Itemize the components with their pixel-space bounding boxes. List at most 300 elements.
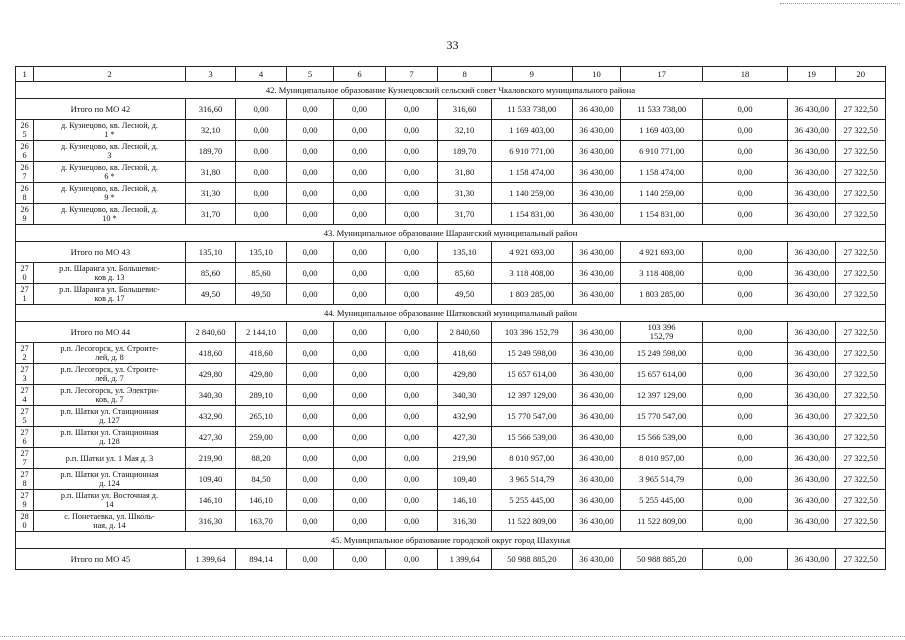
value-cell: 36 430,00 [787, 406, 836, 427]
value-cell: 0,00 [286, 141, 333, 162]
value-cell: 36 430,00 [572, 427, 621, 448]
table-row [16, 120, 886, 141]
table-row [16, 343, 886, 364]
value-cell: 0,00 [334, 162, 386, 183]
row-index-cell: 26 5 [16, 120, 34, 141]
value-cell: 0,00 [286, 183, 333, 204]
value-cell: 36 430,00 [572, 511, 621, 532]
row-index-cell: 27 3 [16, 364, 34, 385]
value-cell: 36 430,00 [572, 385, 621, 406]
value-cell: 11 522 809,00 [491, 511, 572, 532]
value-cell: 0,00 [334, 448, 386, 469]
total-value-cell: 2 840,60 [185, 322, 236, 343]
value-cell: 36 430,00 [787, 263, 836, 284]
value-cell: 27 322,50 [836, 385, 886, 406]
value-cell: 3 118 408,00 [621, 263, 703, 284]
value-cell: 27 322,50 [836, 511, 886, 532]
value-cell: 6 910 771,00 [491, 141, 572, 162]
value-cell: 6 910 771,00 [621, 141, 703, 162]
value-cell: 1 158 474,00 [621, 162, 703, 183]
value-cell: 15 566 539,00 [491, 427, 572, 448]
value-cell: 429,80 [438, 364, 492, 385]
total-value-cell: 50 988 885,20 [491, 549, 572, 570]
column-number-cell: 17 [621, 67, 703, 82]
address-cell: р.п. Шаранга ул. Большевис- ков д. 13 [34, 263, 186, 284]
value-cell: 36 430,00 [787, 162, 836, 183]
total-value-cell: 36 430,00 [787, 242, 836, 263]
total-value-cell: 0,00 [385, 549, 438, 570]
total-value-cell: 894,14 [236, 549, 287, 570]
value-cell: 27 322,50 [836, 284, 886, 305]
value-cell: 0,00 [236, 204, 287, 225]
value-cell: 36 430,00 [787, 284, 836, 305]
total-value-cell: 11 533 738,00 [491, 99, 572, 120]
address-cell: д. Кузнецово, кв. Лесной, д. 9 * [34, 183, 186, 204]
value-cell: 27 322,50 [836, 141, 886, 162]
value-cell: 0,00 [286, 511, 333, 532]
value-cell: 0,00 [703, 183, 788, 204]
value-cell: 5 255 445,00 [621, 490, 703, 511]
value-cell: 36 430,00 [787, 469, 836, 490]
value-cell: 27 322,50 [836, 364, 886, 385]
total-value-cell: 36 430,00 [787, 322, 836, 343]
column-number-row [16, 67, 886, 82]
address-cell: д. Кузнецово, кв. Лесной, д. 3 [34, 141, 186, 162]
value-cell: 8 010 957,00 [621, 448, 703, 469]
value-cell: 219,90 [438, 448, 492, 469]
value-cell: 0,00 [385, 490, 438, 511]
value-cell: 0,00 [703, 284, 788, 305]
value-cell: 0,00 [286, 343, 333, 364]
value-cell: 432,90 [438, 406, 492, 427]
value-cell: 0,00 [385, 204, 438, 225]
value-cell: 15 770 547,00 [491, 406, 572, 427]
total-value-cell: 316,60 [185, 99, 236, 120]
value-cell: 36 430,00 [572, 364, 621, 385]
value-cell: 85,60 [236, 263, 287, 284]
value-cell: 5 255 445,00 [491, 490, 572, 511]
value-cell: 49,50 [438, 284, 492, 305]
row-index-cell: 27 4 [16, 385, 34, 406]
scan-artifact-bottom [0, 636, 905, 637]
value-cell: 0,00 [334, 469, 386, 490]
value-cell: 418,60 [236, 343, 287, 364]
value-cell: 36 430,00 [787, 183, 836, 204]
value-cell: 27 322,50 [836, 469, 886, 490]
value-cell: 27 322,50 [836, 427, 886, 448]
address-cell: р.п. Шатки ул. 1 Мая д. 3 [34, 448, 186, 469]
table-row [16, 385, 886, 406]
value-cell: 0,00 [286, 490, 333, 511]
total-value-cell: 2 840,60 [438, 322, 492, 343]
total-value-cell: 0,00 [385, 242, 438, 263]
value-cell: 0,00 [703, 364, 788, 385]
total-value-cell: 27 322,50 [836, 99, 886, 120]
value-cell: 36 430,00 [572, 141, 621, 162]
value-cell: 0,00 [385, 284, 438, 305]
total-value-cell: 0,00 [286, 322, 333, 343]
total-value-cell: 27 322,50 [836, 549, 886, 570]
value-cell: 1 140 259,00 [491, 183, 572, 204]
value-cell: 36 430,00 [572, 120, 621, 141]
value-cell: 27 322,50 [836, 204, 886, 225]
table-row [16, 406, 886, 427]
value-cell: 0,00 [286, 469, 333, 490]
value-cell: 1 140 259,00 [621, 183, 703, 204]
row-index-cell: 26 6 [16, 141, 34, 162]
total-label: Итого по МО 42 [16, 99, 186, 120]
value-cell: 189,70 [185, 141, 236, 162]
value-cell: 1 803 285,00 [491, 284, 572, 305]
total-value-cell: 4 921 693,00 [621, 242, 703, 263]
value-cell: 0,00 [334, 263, 386, 284]
column-number-cell: 8 [438, 67, 492, 82]
row-index-cell: 26 7 [16, 162, 34, 183]
value-cell: 1 158 474,00 [491, 162, 572, 183]
value-cell: 36 430,00 [572, 406, 621, 427]
value-cell: 3 118 408,00 [491, 263, 572, 284]
value-cell: 259,00 [236, 427, 287, 448]
total-row [16, 242, 886, 263]
value-cell: 316,30 [438, 511, 492, 532]
value-cell: 27 322,50 [836, 490, 886, 511]
value-cell: 0,00 [286, 162, 333, 183]
value-cell: 0,00 [385, 263, 438, 284]
value-cell: 36 430,00 [787, 141, 836, 162]
total-value-cell: 36 430,00 [572, 322, 621, 343]
value-cell: 0,00 [703, 427, 788, 448]
value-cell: 36 430,00 [572, 204, 621, 225]
total-value-cell: 0,00 [703, 242, 788, 263]
value-cell: 15 657 614,00 [621, 364, 703, 385]
section-heading: 45. Муниципальное образование городской округ город Шахунья [16, 532, 886, 549]
total-row [16, 99, 886, 120]
total-value-cell: 36 430,00 [572, 99, 621, 120]
value-cell: 12 397 129,00 [621, 385, 703, 406]
value-cell: 49,50 [236, 284, 287, 305]
total-value-cell: 36 430,00 [787, 99, 836, 120]
value-cell: 0,00 [286, 448, 333, 469]
value-cell: 0,00 [385, 120, 438, 141]
value-cell: 0,00 [286, 284, 333, 305]
value-cell: 316,30 [185, 511, 236, 532]
value-cell: 36 430,00 [572, 162, 621, 183]
address-cell: р.п. Лесогорск, ул. Электри- ков, д. 7 [34, 385, 186, 406]
total-value-cell: 135,10 [185, 242, 236, 263]
row-index-cell: 27 9 [16, 490, 34, 511]
value-cell: 0,00 [703, 263, 788, 284]
address-cell: р.п. Шатки ул. Восточная д. 14 [34, 490, 186, 511]
value-cell: 0,00 [334, 183, 386, 204]
value-cell: 31,30 [438, 183, 492, 204]
row-index-cell: 27 8 [16, 469, 34, 490]
housing-fund-table [15, 66, 886, 570]
value-cell: 109,40 [185, 469, 236, 490]
value-cell: 27 322,50 [836, 263, 886, 284]
value-cell: 0,00 [334, 343, 386, 364]
row-index-cell: 27 5 [16, 406, 34, 427]
total-value-cell: 103 396 152,79 [491, 322, 572, 343]
value-cell: 0,00 [286, 427, 333, 448]
value-cell: 85,60 [185, 263, 236, 284]
row-index-cell: 27 2 [16, 343, 34, 364]
section-heading-row [16, 532, 886, 549]
value-cell: 340,30 [185, 385, 236, 406]
value-cell: 340,30 [438, 385, 492, 406]
value-cell: 163,70 [236, 511, 287, 532]
value-cell: 0,00 [385, 406, 438, 427]
value-cell: 0,00 [334, 204, 386, 225]
value-cell: 0,00 [236, 162, 287, 183]
table-row [16, 511, 886, 532]
value-cell: 36 430,00 [572, 469, 621, 490]
value-cell: 0,00 [703, 343, 788, 364]
column-number-cell: 6 [334, 67, 386, 82]
value-cell: 36 430,00 [572, 490, 621, 511]
value-cell: 0,00 [334, 385, 386, 406]
value-cell: 0,00 [236, 120, 287, 141]
address-cell: д. Кузнецово, кв. Лесной, д. 1 * [34, 120, 186, 141]
value-cell: 0,00 [286, 204, 333, 225]
table-row [16, 263, 886, 284]
column-number-cell: 20 [836, 67, 886, 82]
value-cell: 36 430,00 [787, 448, 836, 469]
value-cell: 0,00 [703, 511, 788, 532]
value-cell: 1 154 831,00 [621, 204, 703, 225]
value-cell: 85,60 [438, 263, 492, 284]
value-cell: 36 430,00 [787, 120, 836, 141]
total-value-cell: 0,00 [236, 99, 287, 120]
value-cell: 32,10 [185, 120, 236, 141]
value-cell: 49,50 [185, 284, 236, 305]
value-cell: 32,10 [438, 120, 492, 141]
total-value-cell: 27 322,50 [836, 322, 886, 343]
total-label: Итого по МО 43 [16, 242, 186, 263]
section-heading-row [16, 82, 886, 99]
total-value-cell: 0,00 [385, 322, 438, 343]
column-number-cell: 7 [385, 67, 438, 82]
value-cell: 27 322,50 [836, 448, 886, 469]
value-cell: 31,80 [185, 162, 236, 183]
table-row [16, 204, 886, 225]
table-row [16, 469, 886, 490]
column-number-cell: 2 [34, 67, 186, 82]
total-value-cell: 36 430,00 [572, 242, 621, 263]
value-cell: 427,30 [438, 427, 492, 448]
total-value-cell: 2 144,10 [236, 322, 287, 343]
row-index-cell: 27 0 [16, 263, 34, 284]
value-cell: 146,10 [438, 490, 492, 511]
value-cell: 27 322,50 [836, 120, 886, 141]
value-cell: 15 566 539,00 [621, 427, 703, 448]
value-cell: 36 430,00 [787, 385, 836, 406]
value-cell: 36 430,00 [787, 490, 836, 511]
total-value-cell: 0,00 [703, 322, 788, 343]
value-cell: 36 430,00 [572, 183, 621, 204]
value-cell: 0,00 [334, 427, 386, 448]
value-cell: 0,00 [385, 343, 438, 364]
value-cell: 88,20 [236, 448, 287, 469]
value-cell: 427,30 [185, 427, 236, 448]
value-cell: 1 154 831,00 [491, 204, 572, 225]
value-cell: 12 397 129,00 [491, 385, 572, 406]
value-cell: 0,00 [286, 120, 333, 141]
value-cell: 84,50 [236, 469, 287, 490]
value-cell: 36 430,00 [787, 427, 836, 448]
value-cell: 0,00 [703, 448, 788, 469]
total-value-cell: 11 533 738,00 [621, 99, 703, 120]
address-cell: р.п. Лесогорск, ул. Строите- лей, д. 8 [34, 343, 186, 364]
value-cell: 27 322,50 [836, 406, 886, 427]
value-cell: 0,00 [286, 406, 333, 427]
total-value-cell: 27 322,50 [836, 242, 886, 263]
total-label: Итого по МО 44 [16, 322, 186, 343]
address-cell: р.п. Лесогорск, ул. Строите- лей, д. 7 [34, 364, 186, 385]
value-cell: 265,10 [236, 406, 287, 427]
total-value-cell: 0,00 [334, 322, 386, 343]
row-index-cell: 27 1 [16, 284, 34, 305]
value-cell: 146,10 [185, 490, 236, 511]
value-cell: 36 430,00 [572, 284, 621, 305]
value-cell: 429,80 [185, 364, 236, 385]
total-value-cell: 1 399,64 [438, 549, 492, 570]
value-cell: 0,00 [385, 162, 438, 183]
value-cell: 31,30 [185, 183, 236, 204]
section-heading: 42. Муниципальное образование Кузнецовский сельский совет Чкаловского муниципального района [16, 82, 886, 99]
value-cell: 27 322,50 [836, 183, 886, 204]
total-value-cell: 316,60 [438, 99, 492, 120]
value-cell: 36 430,00 [572, 448, 621, 469]
value-cell: 36 430,00 [787, 511, 836, 532]
value-cell: 3 965 514,79 [621, 469, 703, 490]
value-cell: 0,00 [236, 183, 287, 204]
total-label: Итого по МО 45 [16, 549, 186, 570]
value-cell: 0,00 [385, 385, 438, 406]
column-number-cell: 19 [787, 67, 836, 82]
value-cell: 15 770 547,00 [621, 406, 703, 427]
value-cell: 0,00 [385, 183, 438, 204]
section-heading: 44. Муниципальное образование Шатковский муниципальный район [16, 305, 886, 322]
table-row [16, 490, 886, 511]
value-cell: 36 430,00 [787, 343, 836, 364]
value-cell: 15 249 598,00 [621, 343, 703, 364]
value-cell: 0,00 [334, 141, 386, 162]
total-value-cell: 0,00 [286, 549, 333, 570]
total-value-cell: 50 988 885,20 [621, 549, 703, 570]
value-cell: 0,00 [703, 204, 788, 225]
value-cell: 15 657 614,00 [491, 364, 572, 385]
value-cell: 36 430,00 [787, 204, 836, 225]
value-cell: 418,60 [185, 343, 236, 364]
value-cell: 11 522 809,00 [621, 511, 703, 532]
column-number-cell: 1 [16, 67, 34, 82]
value-cell: 0,00 [334, 120, 386, 141]
value-cell: 0,00 [334, 364, 386, 385]
table-row [16, 141, 886, 162]
value-cell: 1 803 285,00 [621, 284, 703, 305]
total-value-cell: 0,00 [334, 242, 386, 263]
total-value-cell: 36 430,00 [572, 549, 621, 570]
value-cell: 31,70 [438, 204, 492, 225]
value-cell: 36 430,00 [572, 343, 621, 364]
scan-artifact-top [780, 3, 900, 4]
value-cell: 429,80 [236, 364, 287, 385]
value-cell: 0,00 [334, 511, 386, 532]
table-row [16, 162, 886, 183]
total-value-cell: 36 430,00 [787, 549, 836, 570]
value-cell: 0,00 [385, 469, 438, 490]
value-cell: 0,00 [334, 490, 386, 511]
column-number-cell: 10 [572, 67, 621, 82]
address-cell: р.п. Шатки ул. Станционная д. 127 [34, 406, 186, 427]
row-index-cell: 27 6 [16, 427, 34, 448]
value-cell: 0,00 [236, 141, 287, 162]
address-cell: д. Кузнецово, кв. Лесной, д. 6 * [34, 162, 186, 183]
total-value-cell: 0,00 [703, 549, 788, 570]
total-value-cell: 0,00 [385, 99, 438, 120]
value-cell: 0,00 [703, 162, 788, 183]
value-cell: 109,40 [438, 469, 492, 490]
row-index-cell: 27 7 [16, 448, 34, 469]
value-cell: 27 322,50 [836, 162, 886, 183]
table-row [16, 284, 886, 305]
row-index-cell: 26 9 [16, 204, 34, 225]
value-cell: 146,10 [236, 490, 287, 511]
table-row [16, 448, 886, 469]
value-cell: 0,00 [334, 406, 386, 427]
address-cell: с. Понетаевка, ул. Школь- ная, д. 14 [34, 511, 186, 532]
address-cell: р.п. Шатки ул. Станционная д. 128 [34, 427, 186, 448]
value-cell: 0,00 [286, 364, 333, 385]
value-cell: 31,70 [185, 204, 236, 225]
value-cell: 0,00 [703, 490, 788, 511]
value-cell: 15 249 598,00 [491, 343, 572, 364]
total-value-cell: 0,00 [334, 549, 386, 570]
total-row [16, 549, 886, 570]
table-row [16, 364, 886, 385]
value-cell: 0,00 [385, 427, 438, 448]
column-number-cell: 3 [185, 67, 236, 82]
value-cell: 31,80 [438, 162, 492, 183]
value-cell: 432,90 [185, 406, 236, 427]
value-cell: 289,10 [236, 385, 287, 406]
value-cell: 0,00 [286, 263, 333, 284]
total-value-cell: 135,10 [236, 242, 287, 263]
value-cell: 27 322,50 [836, 343, 886, 364]
value-cell: 36 430,00 [572, 263, 621, 284]
column-number-cell: 18 [703, 67, 788, 82]
value-cell: 36 430,00 [787, 364, 836, 385]
total-value-cell: 103 396 152,79 [621, 322, 703, 343]
total-row [16, 322, 886, 343]
value-cell: 0,00 [703, 406, 788, 427]
section-heading-row [16, 305, 886, 322]
value-cell: 418,60 [438, 343, 492, 364]
value-cell: 0,00 [703, 120, 788, 141]
total-value-cell: 4 921 693,00 [491, 242, 572, 263]
value-cell: 0,00 [385, 364, 438, 385]
value-cell: 0,00 [703, 385, 788, 406]
row-index-cell: 28 0 [16, 511, 34, 532]
total-value-cell: 1 399,64 [185, 549, 236, 570]
value-cell: 219,90 [185, 448, 236, 469]
value-cell: 0,00 [334, 284, 386, 305]
value-cell: 0,00 [286, 385, 333, 406]
value-cell: 1 169 403,00 [621, 120, 703, 141]
value-cell: 0,00 [385, 141, 438, 162]
value-cell: 0,00 [703, 469, 788, 490]
total-value-cell: 0,00 [286, 99, 333, 120]
